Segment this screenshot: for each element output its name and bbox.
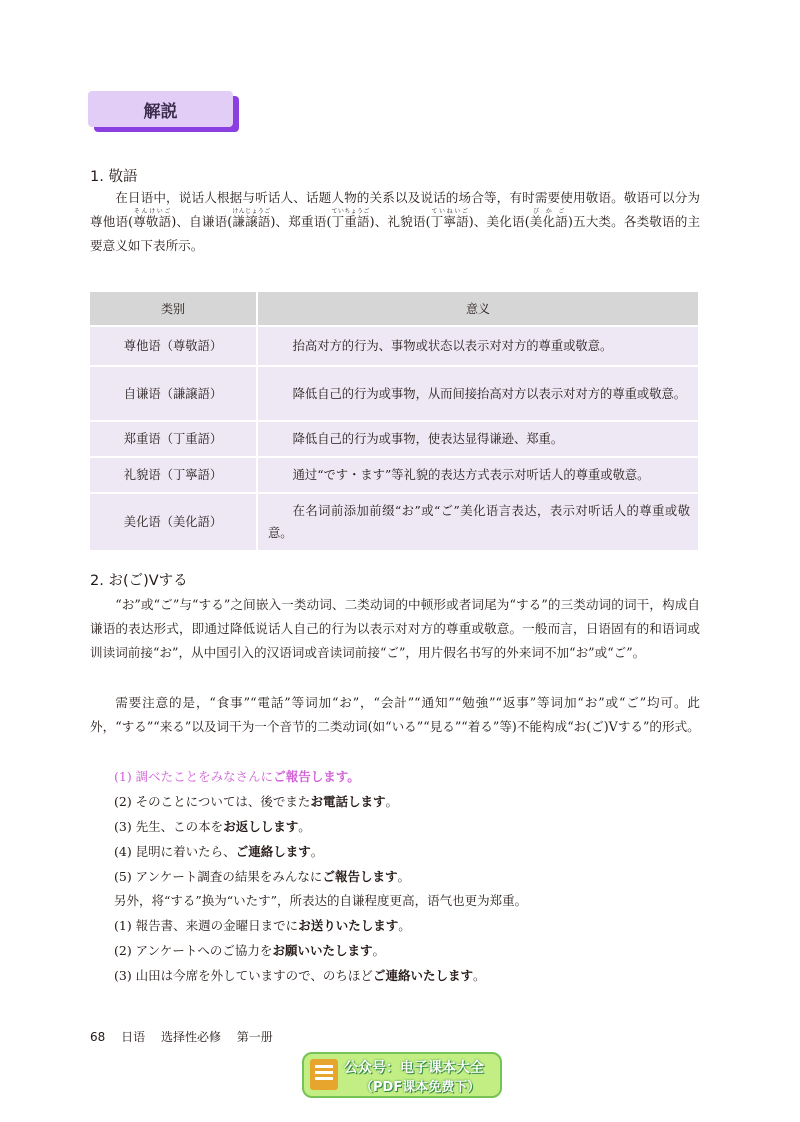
intro-text-6: )五大类。各类敬语的主要意义如下表所示。: [90, 214, 701, 253]
example-6: (1) 報告書、来週の金曜日までにお送りいたします。: [114, 918, 411, 933]
example-2: (2) そのことについては、後でまたお電話します。: [114, 794, 398, 809]
table-cell-meaning: 在名词前添加前缀“お”或“ご”美化语言表达，表示对听话人的尊重或敬意。: [257, 493, 698, 550]
watermark-line-1: 公众号：电子课本大全: [344, 1060, 484, 1076]
table-cell-meaning: 降低自己的行为或事物，从而间接抬高对方以表示对对方的尊重或敬意。: [257, 366, 698, 421]
page-footer: [90, 1028, 285, 1045]
ruby-bikago: 美化語びかご: [529, 208, 568, 229]
example-4: (4) 昆明に着いたら、ご連絡します。: [114, 844, 324, 859]
table-row: [90, 457, 698, 493]
table-cell-meaning: 抬高对方的行为、事物或状态以表示对对方的尊重或敬意。: [257, 326, 698, 366]
example-8: (3) 山田は今席を外していますので、のちほどご連絡いたします。: [114, 968, 486, 983]
section-2-heading: 2. お(ご)Vする: [90, 573, 188, 589]
book-icon: [310, 1059, 338, 1090]
table-header-meaning: 意义: [257, 292, 698, 326]
section-1-intro: [90, 186, 700, 258]
table-row: [90, 366, 698, 421]
ruby-teineigo: 丁寧語ていねいご: [430, 208, 469, 229]
table-cell-meaning: 降低自己的行为或事物，使表达显得谦逊、郑重。: [257, 421, 698, 457]
badge-title: 解説: [88, 91, 233, 127]
example-5: (5) アンケート調査の結果をみんなにご報告します。: [114, 869, 410, 884]
table-header-type: 类别: [90, 292, 257, 326]
intro-text-1: 在日语中，说话人根据与听话人、话题人物的关系以及说话的场合等，有时需要使用敬语。敬语可以分为尊他语(: [90, 190, 700, 229]
example-1: (1) 調べたことをみなさんにご報告します。: [114, 769, 360, 784]
table-cell-meaning: 通过“です・ます”等礼貌的表达方式表示对听话人的尊重或敬意。: [257, 457, 698, 493]
watermark-banner: [302, 1052, 502, 1098]
section-badge: [88, 91, 233, 127]
table-cell-type: 美化语（美化語）: [90, 493, 257, 550]
table-header-row: [90, 292, 698, 326]
table-row: [90, 421, 698, 457]
ruby-kenjougo: 謙譲語けんじょうご: [232, 208, 271, 229]
book-volume: 选择性必修: [160, 1030, 221, 1044]
page-number: 68: [90, 1030, 106, 1044]
table-row: [90, 493, 698, 550]
intro-text-2: )、自谦语(: [171, 214, 233, 229]
ruby-sonkeigo: 尊敬語そんけいご: [133, 208, 172, 229]
section-2-paragraph-2: 需要注意的是，“食事”“電話”等词加“お”，“会計”“通知”“勉強”“返事”等词加“お”或“ご”均可。此外，“する”“来る”以及词干为一个音节的二类动词(如“いる”“見る”“着る”等)不能构成“お(ご)Vする”的形式。: [90, 695, 700, 734]
keigo-table: [90, 292, 698, 550]
intro-text-3: )、郑重语(: [270, 214, 332, 229]
section-2-paragraph-3: 另外，将“する”换为“いたす”，所表达的自谦程度更高，语气也更为郑重。: [114, 893, 528, 908]
section-1-heading: 1. 敬語: [90, 169, 138, 185]
ruby-teichougo: 丁重語ていちょうご: [331, 208, 370, 229]
table-cell-type: 郑重语（丁重語）: [90, 421, 257, 457]
section-2-paragraph-1: “お”或“ご”与“する”之间嵌入一类动词、二类动词的中顿形或者词尾为“する”的三类动词的词干，构成自谦语的表达形式，即通过降低说话人自己的行为以表示对对方的尊重或敬意。一般而言，日语固有的和语词或训读词前接“お”，从中国引入的汉语词或音读词前接“ご”，用片假名书写的外来词不加“お”或“ご”。: [90, 597, 700, 660]
book-part: 第一册: [236, 1030, 273, 1044]
table-cell-type: 礼貌语（丁寧語）: [90, 457, 257, 493]
book-title: 日语: [121, 1030, 146, 1044]
intro-text-4: )、礼貌语(: [369, 214, 431, 229]
table-cell-type: 尊他语（尊敬語）: [90, 326, 257, 366]
intro-text-5: )、美化语(: [468, 214, 530, 229]
watermark-line-2: （PDF课本免费下）: [360, 1080, 481, 1095]
table-cell-type: 自谦语（謙譲語）: [90, 366, 257, 421]
table-row: [90, 326, 698, 366]
example-7: (2) アンケートへのご協力をお願いいたします。: [114, 943, 385, 958]
example-3: (3) 先生、この本をお返しします。: [114, 819, 311, 834]
